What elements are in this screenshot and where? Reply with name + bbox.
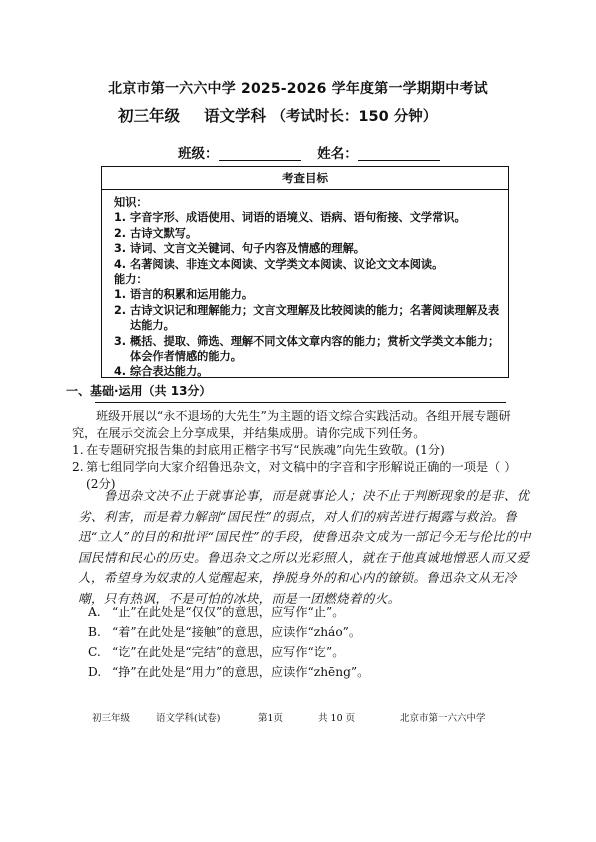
footer-page-number: 第1页 [258,713,284,724]
knowledge-label: 知识： [114,196,148,209]
option-a[interactable]: A. “止”在此处是“仅仅”的意思，应写作“止”。 [88,605,345,619]
knowledge-item: 1. 字音字形、成语使用、词语的语境义、语病、语句衔接、文学常识。 [114,211,466,225]
ability-item: 3. 概括、提取、筛选、理解不同文体文章内容的能力；赏析文学类文本能力；体会作者情感的能力。 [114,334,500,364]
knowledge-item: 3. 诗词、文言文关键词、句子内容及情感的理解。 [114,242,365,256]
class-field[interactable] [219,146,301,161]
grade-label: 初三年级 [118,107,181,125]
objectives-box [101,166,509,378]
objectives-heading: 考查目标 [102,167,508,190]
section-divider [95,402,506,403]
option-d[interactable]: D. “挣”在此处是“用力”的意思，应读作“zhēng”。 [88,665,370,679]
subject-label: 语文学科 [204,107,267,125]
exam-title: 北京市第一六六中学 2025-2026 学年度第一学期期中考试 [108,81,488,97]
exam-subtitle [118,104,437,126]
footer-school: 北京市第一六六中学 [400,713,486,724]
question-1: 1. 在专题研究报告集的封底用正楷字书写“民族魂”向先生致敬。(1分) [72,443,445,457]
name-field[interactable] [358,146,440,161]
knowledge-item: 2. 古诗文默写。 [114,226,198,240]
ability-item: 4. 综合表达能力。 [114,365,209,379]
knowledge-item: 4. 名著阅读、非连文本阅读、文学类文本阅读、议论文文本阅读。 [114,257,444,271]
option-c[interactable]: C. “讫”在此处是“完结”的意思，应写作“讫”。 [88,645,345,659]
question-2: 2. 第七组同学向大家介绍鲁迅杂文，对文稿中的字音和字形解说正确的一项是（ ） (2分) [72,459,532,493]
footer-subject: 语文学科(试卷) [156,713,221,724]
question-2-score: (2分) [86,477,116,491]
class-label: 班级： [178,146,219,162]
ability-item: 2. 古诗文识记和理解能力；文言文理解及比较阅读的能力；名著阅读理解及表达能力。 [114,303,500,333]
reading-passage: 鲁迅杂文决不止于就事论事，而是就事论人；决不止于判断现象的是非、优劣、利害，而是着力解剖“国民性”的弱点，对人们的病苦进行揭露与救治。鲁迅“立人”的目的和批评“国民性”的手段，使鲁迅杂文成为一部记今无与伦比的中国民情和民心的历史。鲁迅杂文之所以光彩照人，就在于他真诚地憎恶人而又爱人，希望身为奴隶的人觉醒起来，挣脱身外的和心内的镣锁。鲁迅杂文从无冷嘲，只有热讽，不是可怕的冰块，而是一团燃烧着的火。 [78,488,531,606]
option-b[interactable]: B. “着”在此处是“接触”的意思，应读作“zháo”。 [88,625,362,639]
student-info [178,142,440,162]
duration-label: （考试时长：150 分钟） [271,109,438,125]
ability-label: 能力： [114,273,148,287]
section-title: 一、基础·运用（共 13分） [66,384,212,398]
footer-grade: 初三年级 [92,713,131,724]
task-intro: 班级开展以“永不退场的大先生”为主题的语文综合实践活动。各组开展专题研究，在展示交流会上分享成果，并结集成册。请你完成下列任务。 [72,409,511,440]
ability-item: 1. 语言的积累和运用能力。 [114,288,254,302]
name-label: 姓名： [317,146,358,162]
footer-total-pages: 共 10 页 [318,713,356,724]
